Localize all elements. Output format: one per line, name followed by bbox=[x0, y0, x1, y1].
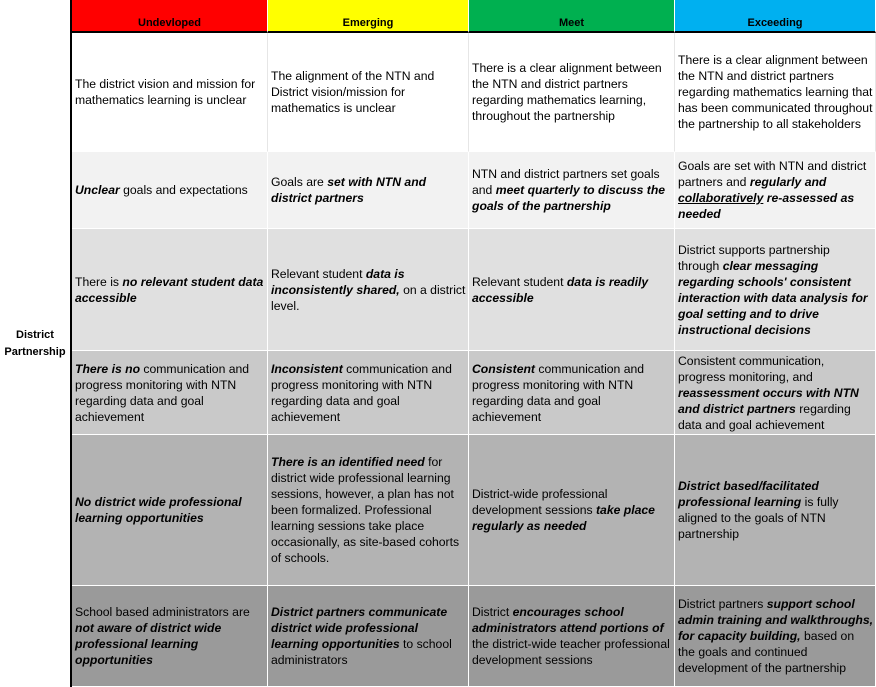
cell-text: Goals are set with NTN and district partners and bbox=[678, 159, 867, 189]
cell-text: communication and progress monitoring with NTN regarding data and goal achievement bbox=[75, 361, 250, 424]
cell-text: The district vision and mission for mathematics learning is unclear bbox=[75, 77, 256, 107]
cell-r3-undeveloped bbox=[72, 229, 268, 351]
cell-r1-undeveloped bbox=[72, 33, 268, 152]
cell-r6-exceeding bbox=[675, 586, 876, 687]
emphasis-text: data is inconsistently shared, bbox=[271, 266, 405, 297]
emphasis-text: There is no bbox=[75, 361, 141, 376]
cell-r2-undeveloped bbox=[72, 152, 268, 229]
header-undeveloped bbox=[72, 0, 268, 33]
cell-text: communication and progress monitoring with NTN regarding data and goal achievement bbox=[271, 361, 452, 424]
cell-text: goals and expectations bbox=[119, 183, 248, 197]
header-meet-label: Meet bbox=[558, 17, 585, 29]
emphasis-text bbox=[678, 191, 763, 205]
cell-text: There is bbox=[75, 274, 123, 289]
emphasis-text: District based/facilitated professional learning bbox=[678, 479, 819, 509]
emphasis-text: data is readily accessible bbox=[472, 274, 649, 305]
emphasis-text: reassessment occurs with NTN and district partners bbox=[678, 385, 859, 416]
emphasis-text: Inconsistent bbox=[271, 361, 343, 376]
cell-r4-exceeding bbox=[675, 351, 876, 435]
cell-text: to school administrators bbox=[271, 637, 452, 667]
cell-r5-undeveloped bbox=[72, 435, 268, 586]
cell-text: District bbox=[472, 605, 513, 619]
cell-r6-emerging bbox=[268, 586, 469, 687]
cell-r4-emerging bbox=[268, 351, 469, 435]
cell-text: on a district level. bbox=[271, 282, 466, 313]
cell-text: communication and progress monitoring with NTN regarding data and goal achievement bbox=[472, 361, 645, 424]
cell-text: School based administrators are bbox=[75, 605, 250, 619]
cell-text: the district-wide teacher professional development sessions bbox=[472, 637, 670, 667]
cell-text: based on the goals and continued development of the partnership bbox=[678, 629, 855, 675]
header-exceeding bbox=[675, 0, 876, 33]
cell-text: There is a clear alignment between the NTN and district partners regarding mathematics learning, throughout the partnership bbox=[472, 61, 662, 123]
cell-text: Goals are bbox=[271, 175, 328, 189]
row-label-cell bbox=[0, 0, 72, 687]
emphasis-text: regularly and bbox=[749, 175, 827, 189]
row-label: District Partnership bbox=[4, 328, 66, 358]
emphasis-text: No district wide professional learning opportunities bbox=[75, 495, 242, 525]
cell-r3-emerging bbox=[268, 229, 469, 351]
emphasis-text: encourages school administrators attend portions of bbox=[472, 605, 664, 635]
cell-r2-exceeding bbox=[675, 152, 876, 229]
cell-r5-exceeding bbox=[675, 435, 876, 586]
emphasis-text: meet quarterly to discuss the goals of the partnership bbox=[472, 183, 666, 213]
cell-text: Relevant student bbox=[271, 266, 366, 281]
emphasis-text: re-assessed as needed bbox=[678, 191, 855, 221]
cell-text: regarding data and goal achievement bbox=[678, 401, 851, 432]
cell-r4-meet bbox=[469, 351, 675, 435]
header-meet bbox=[469, 0, 675, 33]
cell-r5-meet bbox=[469, 435, 675, 586]
emphasis-text: support school admin training and walkthroughs, for capacity building, bbox=[678, 597, 874, 643]
emphasis-text: take place regularly as needed bbox=[472, 503, 655, 533]
rubric-grid bbox=[72, 0, 876, 687]
cell-text: District partners bbox=[678, 597, 767, 611]
cell-r5-emerging bbox=[268, 435, 469, 586]
cell-r1-emerging bbox=[268, 33, 469, 152]
underlined-text: collaboratively bbox=[678, 191, 764, 205]
emphasis-text: District partners communicate district wide professional learning opportunities bbox=[271, 605, 448, 651]
emphasis-text: not aware of district wide professional learning opportunities bbox=[75, 621, 222, 667]
emphasis-text: There is an identified need bbox=[271, 455, 425, 469]
emphasis-text: Unclear bbox=[75, 183, 120, 197]
cell-r6-undeveloped bbox=[72, 586, 268, 687]
header-emerging bbox=[268, 0, 469, 33]
cell-text: District-wide professional development sessions bbox=[472, 487, 608, 517]
cell-r2-meet bbox=[469, 152, 675, 229]
cell-text: Consistent communication, progress monitoring, and bbox=[678, 353, 825, 384]
cell-r3-exceeding bbox=[675, 229, 876, 351]
emphasis-text: clear messaging regarding schools' consistent interaction with data analysis for goal setting and to drive instructional decisions bbox=[678, 258, 868, 337]
cell-r1-meet bbox=[469, 33, 675, 152]
cell-r3-meet bbox=[469, 229, 675, 351]
cell-text: is fully aligned to the goals of NTN partnership bbox=[678, 495, 839, 541]
header-undeveloped-label: Undevloped bbox=[138, 17, 201, 29]
cell-text: Relevant student bbox=[472, 274, 567, 289]
cell-text: The alignment of the NTN and District vision/mission for mathematics is unclear bbox=[271, 69, 435, 115]
emphasis-text: Consistent bbox=[472, 361, 535, 376]
header-emerging-label: Emerging bbox=[342, 17, 394, 29]
emphasis-text: set with NTN and district partners bbox=[271, 175, 427, 205]
emphasis-text: no relevant student data accessible bbox=[75, 274, 264, 305]
cell-r6-meet bbox=[469, 586, 675, 687]
cell-r4-undeveloped bbox=[72, 351, 268, 435]
cell-text: NTN and district partners set goals and bbox=[472, 167, 660, 197]
cell-r1-exceeding bbox=[675, 33, 876, 152]
header-exceeding-label: Exceeding bbox=[747, 17, 803, 29]
cell-r2-emerging bbox=[268, 152, 469, 229]
cell-text: District supports partnership through bbox=[678, 242, 830, 273]
cell-text: There is a clear alignment between the NTN and district partners regarding mathematics learning that has been communicated throughout the partnership to all stakeholders bbox=[678, 53, 873, 131]
cell-text: for district wide professional learning sessions, however, a plan has not been formalized. Professional learning sessions take place occasionally, as site-based cohorts of schools. bbox=[271, 455, 460, 565]
